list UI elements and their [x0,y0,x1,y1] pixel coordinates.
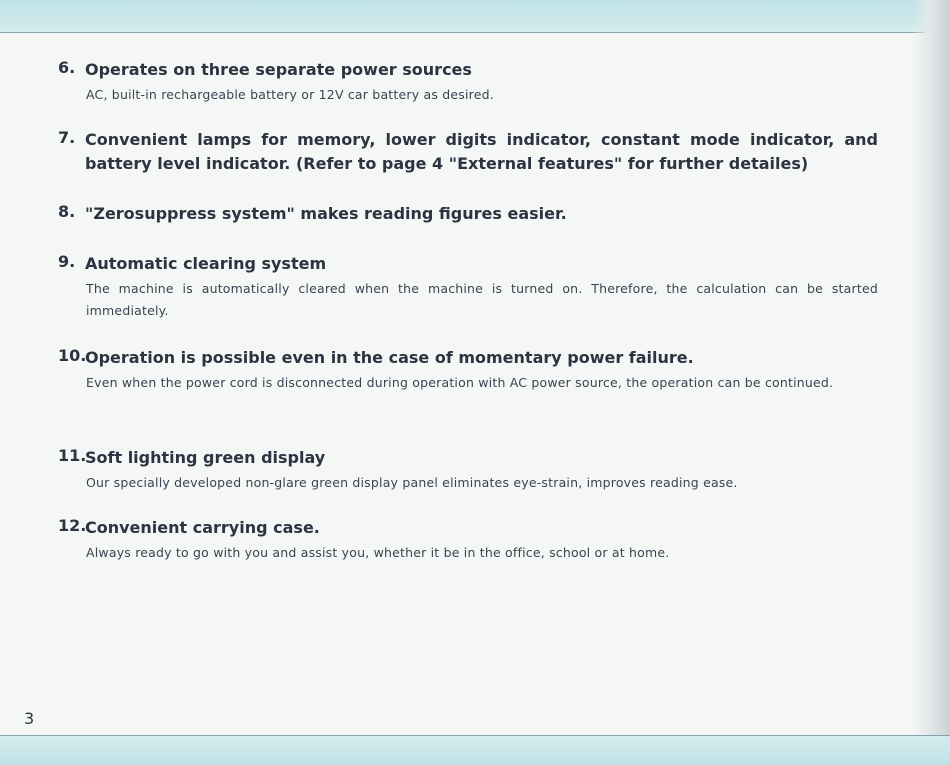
item-description: AC, built-in rechargeable battery or 12V car battery as desired. [86,87,494,102]
item-number: 11. [58,446,87,465]
item-number: 9. [58,252,76,271]
feature-item-7 [58,128,878,176]
item-description: The machine is automatically cleared when the machine is turned on. Therefore, the calculation can be started immediately. [86,281,878,318]
feature-item-12 [58,516,878,564]
item-heading: Soft lighting green display [85,448,326,467]
feature-item-10 [58,346,878,394]
item-number: 8. [58,202,76,221]
item-description: Even when the power cord is disconnected during operation with AC power source, the operation can be continued. [86,375,834,390]
item-description: Our specially developed non-glare green display panel eliminates eye-strain, improves reading ease. [86,475,738,490]
item-number: 7. [58,128,76,147]
feature-item-6 [58,58,878,106]
feature-item-9 [58,252,878,322]
item-description: Always ready to go with you and assist you, whether it be in the office, school or at home. [86,545,670,560]
item-heading: Convenient carrying case. [85,518,320,537]
item-heading: "Zerosuppress system" makes reading figures easier. [85,204,567,223]
item-number: 6. [58,58,76,77]
item-number: 12. [58,516,87,535]
feature-item-11 [58,446,878,494]
item-heading: Operation is possible even in the case of momentary power failure. [85,348,694,367]
item-heading: Automatic clearing system [85,254,327,273]
item-heading: Operates on three separate power sources [85,60,472,79]
item-heading: Convenient lamps for memory, lower digits indicator, constant mode indicator, and battery level indicator. (Refer to page 4 "External features" for further detailes) [85,130,878,173]
feature-item-8 [58,202,878,226]
bottom-color-band [0,736,950,765]
page-number: 3 [24,709,35,728]
item-number: 10. [58,346,87,365]
